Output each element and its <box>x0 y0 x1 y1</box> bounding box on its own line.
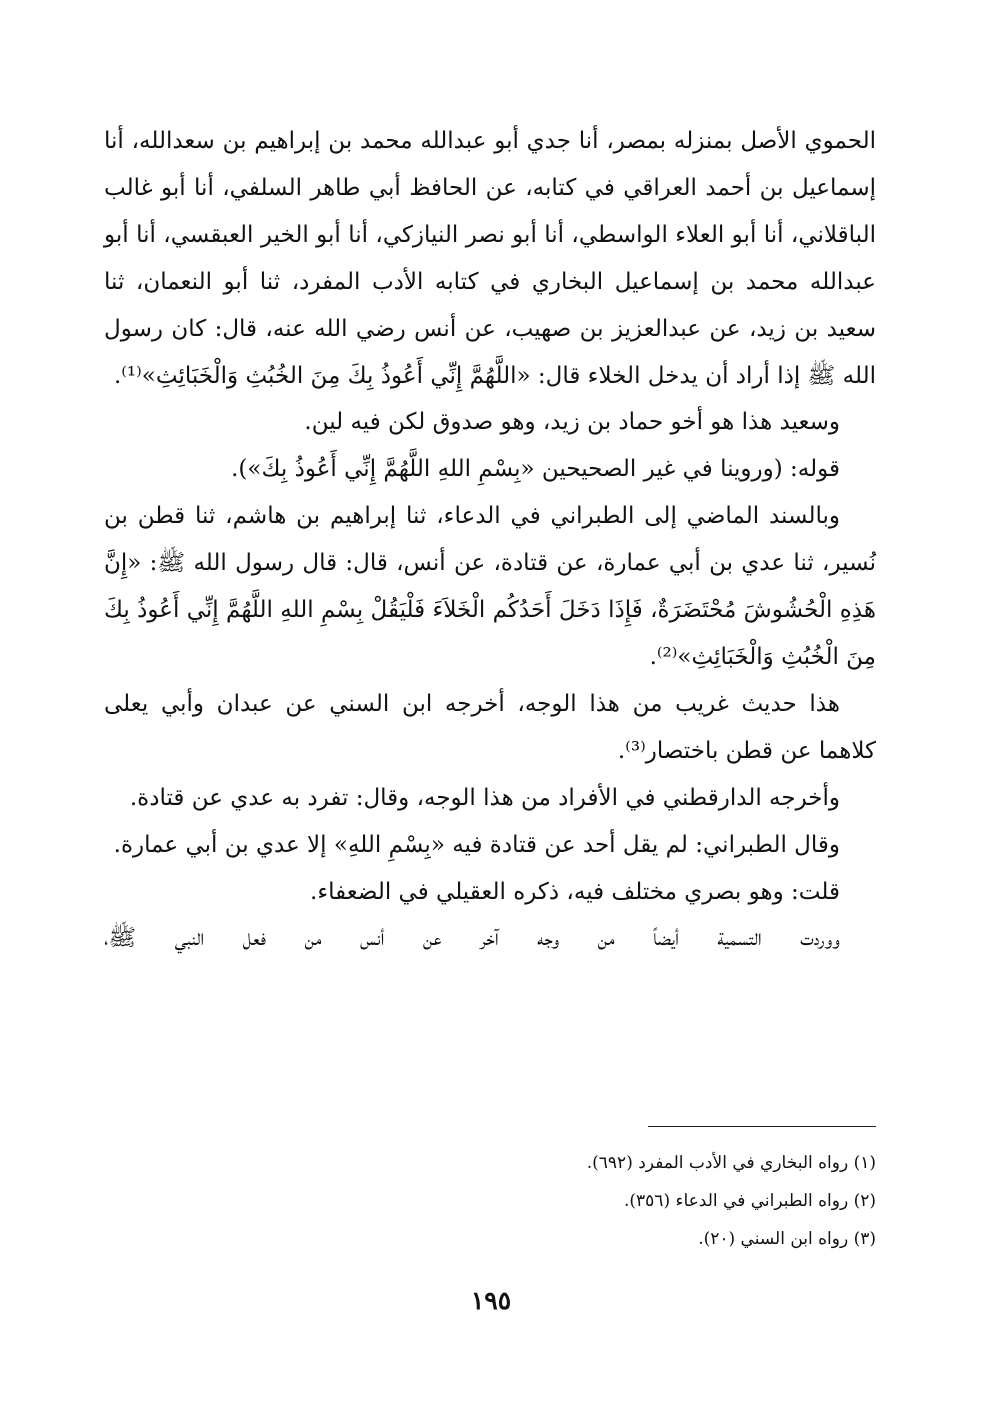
paragraph-narrator-note: وسعيد هذا هو أخو حماد بن زيد، وهو صدوق لكن فيه لين. <box>304 409 840 436</box>
paragraph-isnad: الحموي الأصل بمنزله بمصر، أنا جدي أبو عبدالله محمد بن إبراهيم بن سعدالله، أنا إسماعيل بن أحمد العراقي في كتابه، عن الحافظ أبي طاهر السلفي، أنا أبو غالب الباقلاني، أنا أبو العلاء الواسطي، أنا أبو نصر النيازكي، أنا أبو الخير العبقسي، أنا أبو عبدالله محمد بن إسماعيل البخاري في كتابه الأدب المفرد، ثنا أبو النعمان، ثنا سعيد بن زيد، عن عبدالعزيز بن صهيب، عن أنس رضي الله عنه، قال: كان رسول الله ﷺ إذا أراد أن يدخل الخلاء قال: «اللَّهُمَّ إِنِّي أَعُوذُ بِكَ مِنَ الخُبُثِ وَالْخَبَائِثِ»⁽¹⁾. <box>104 128 876 389</box>
footnote-item: (٣) رواه ابن السني (٢٠). <box>698 1229 876 1249</box>
footnote-separator <box>648 1126 876 1127</box>
page-number: ١٩٥ <box>470 1286 512 1315</box>
main-text <box>104 118 876 962</box>
footnote-item: (١) رواه البخاري في الأدب المفرد (٦٩٢). <box>586 1153 876 1173</box>
paragraph-tabarani-remark: وقال الطبراني: لم يقل أحد عن قتادة فيه «بِسْمِ اللهِ» إلا عدي بن أبي عمارة. <box>113 831 840 858</box>
paragraph-continuation: ووردت التسمية أيضاً من وجه آخر عن أنس من فعل النبي ﷺ، <box>104 925 840 952</box>
paragraph-tabarani-chain: وبالسند الماضي إلى الطبراني في الدعاء، ثنا إبراهيم بن هاشم، ثنا قطن بن نُسير، ثنا عدي بن أبي عمارة، عن قتادة، عن أنس، قال: قال رسول الله ﷺ: «إِنَّ هَذِهِ الْحُشُوشَ مُحْتَضَرَةٌ، فَإِذَا دَخَلَ أَحَدُكُم الْخَلاَءَ فَلْيَقُلْ بِسْمِ اللهِ اللَّهُمَّ إِنِّي أَعُوذُ بِكَ مِنَ الْخُبُثِ وَالْخَبَائِثِ»⁽²⁾. <box>104 503 876 670</box>
footnote-item: (٢) رواه الطبراني في الدعاء (٣٥٦). <box>624 1191 876 1211</box>
paragraph-quote-statement: قوله: (وروينا في غير الصحيحين «بِسْمِ اللهِ اللَّهُمَّ إِنِّي أَعُوذُ بِكَ»). <box>231 456 840 483</box>
paragraph-daraqutni: وأخرجه الدارقطني في الأفراد من هذا الوجه، وقال: تفرد به عدي عن قتادة. <box>129 784 840 811</box>
paragraph-hadith-grading: هذا حديث غريب من هذا الوجه، أخرجه ابن السني عن عبدان وأبي يعلى كلاهما عن قطن باختصار⁽³⁾. <box>104 690 876 764</box>
footnotes <box>300 1144 876 1258</box>
paragraph-author-comment: قلت: وهو بصري مختلف فيه، ذكره العقيلي في الضعفاء. <box>310 878 840 905</box>
